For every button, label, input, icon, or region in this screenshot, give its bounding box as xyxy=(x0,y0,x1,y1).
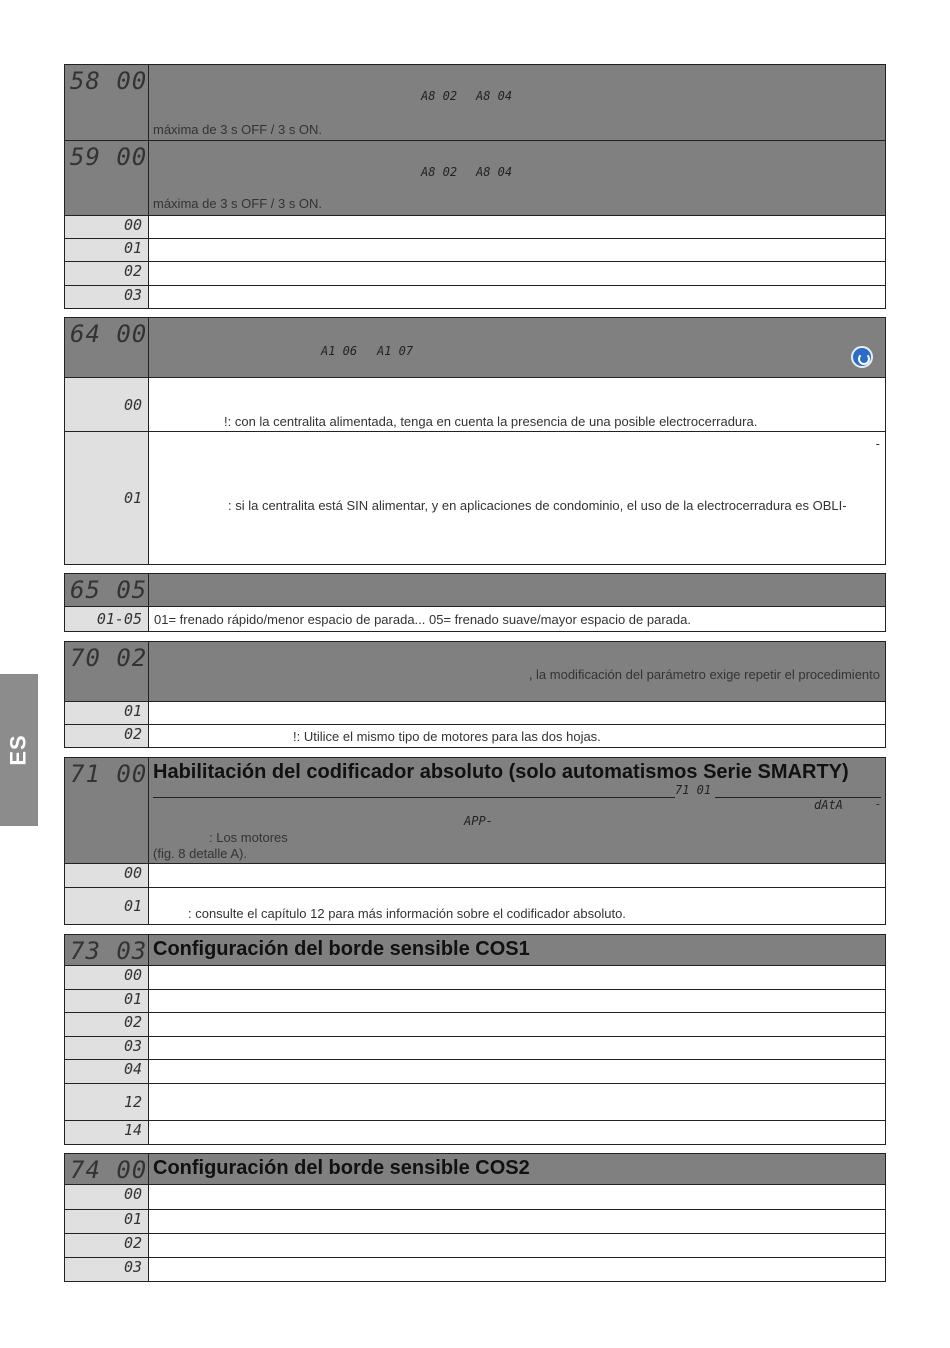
option-code: 01 xyxy=(65,432,149,564)
param-64-row xyxy=(65,318,885,377)
param-71-table xyxy=(64,757,886,925)
param-58-row xyxy=(65,65,885,140)
option-row xyxy=(65,431,885,564)
option-code: 14 xyxy=(65,1121,149,1144)
option-description: : consulte el capítulo 12 para más información sobre el codificador absoluto. xyxy=(188,906,626,921)
display-code: A1 07 xyxy=(377,344,414,358)
param-64-table xyxy=(64,317,886,565)
option-row xyxy=(65,887,885,924)
option-description: 01= frenado rápido/menor espacio de parada... 05= frenado suave/mayor espacio de parada. xyxy=(154,612,691,627)
param-description: : Los motores xyxy=(209,830,288,845)
option-code: 03 xyxy=(65,1258,149,1281)
option-code: 00 xyxy=(65,1185,149,1209)
option-code: 00 xyxy=(65,864,149,887)
option-code: 01-05 xyxy=(65,607,149,631)
option-description: : si la centralita está SIN alimentar, y en aplicaciones de condominio, el uso de la electrocerradura es OBLI- xyxy=(228,498,847,513)
display-code: A8 04 xyxy=(476,89,513,103)
display-code: A1 06 xyxy=(321,344,358,358)
divider xyxy=(715,797,881,798)
option-row xyxy=(65,1233,885,1257)
option-row xyxy=(65,1036,885,1059)
option-code: 01 xyxy=(65,239,149,261)
param-code: 64 00 xyxy=(65,318,149,377)
hyphen-mark: - xyxy=(875,436,880,451)
option-code: 02 xyxy=(65,1234,149,1257)
param-title: Configuración del borde sensible COS1 xyxy=(153,938,530,960)
param-71-row xyxy=(65,758,885,863)
display-code: 71 01 xyxy=(675,783,712,797)
option-row xyxy=(65,1012,885,1036)
option-row xyxy=(65,1059,885,1083)
param-description: máxima de 3 s OFF / 3 s ON. xyxy=(153,196,323,211)
option-row xyxy=(65,1120,885,1144)
language-tab: ES xyxy=(0,674,38,826)
option-row xyxy=(65,1184,885,1209)
param-title: Habilitación del codificador absoluto (solo automatismos Serie SMARTY) xyxy=(153,761,849,783)
option-row xyxy=(65,377,885,431)
param-title: Configuración del borde sensible COS2 xyxy=(153,1157,530,1179)
option-code: 01 xyxy=(65,990,149,1012)
param-code: 74 00 xyxy=(65,1154,149,1184)
display-code: A8 04 xyxy=(476,165,513,179)
option-code: 01 xyxy=(65,1210,149,1233)
option-row xyxy=(65,1083,885,1120)
option-code: 03 xyxy=(65,286,149,308)
option-row xyxy=(65,1257,885,1281)
param-74-row xyxy=(65,1154,885,1184)
param-code: 65 05 xyxy=(65,574,149,606)
param-code: 70 02 xyxy=(65,642,149,701)
param-code: 71 00 xyxy=(65,758,149,863)
param-70-row xyxy=(65,642,885,701)
param-code: 58 00 xyxy=(65,65,149,140)
option-code: 12 xyxy=(65,1084,149,1120)
display-code: A8 02 xyxy=(421,165,458,179)
option-code: 00 xyxy=(65,216,149,238)
option-row xyxy=(65,238,885,261)
option-code: 04 xyxy=(65,1060,149,1083)
option-row xyxy=(65,989,885,1012)
param-65-row xyxy=(65,574,885,606)
param-description: , la modificación del parámetro exige repetir el procedimiento xyxy=(528,667,880,682)
option-description: !: con la centralita alimentada, tenga en cuenta la presencia de una posible electrocerradura. xyxy=(224,414,758,429)
option-code: 00 xyxy=(65,378,149,431)
param-description: máxima de 3 s OFF / 3 s ON. xyxy=(153,122,323,137)
option-row xyxy=(65,285,885,308)
param-74-table xyxy=(64,1153,886,1282)
param-code: 73 03 xyxy=(65,935,149,965)
option-code: 02 xyxy=(65,1013,149,1036)
option-code: 00 xyxy=(65,966,149,989)
refresh-circle-icon xyxy=(851,346,873,368)
option-code: 02 xyxy=(65,262,149,285)
option-row xyxy=(65,701,885,724)
option-row xyxy=(65,965,885,989)
option-code: 01 xyxy=(65,702,149,724)
option-row xyxy=(65,215,885,238)
display-code: APP- xyxy=(464,814,493,828)
param-73-row xyxy=(65,935,885,965)
param-59-row xyxy=(65,140,885,215)
param-code: 59 00 xyxy=(65,141,149,215)
option-row xyxy=(65,261,885,285)
display-code: dAtA xyxy=(814,798,843,812)
param-70-table xyxy=(64,641,886,748)
option-row xyxy=(65,863,885,887)
display-code: A8 02 xyxy=(421,89,458,103)
hyphen-mark: - xyxy=(875,796,880,811)
option-code: 03 xyxy=(65,1037,149,1059)
param-description: (fig. 8 detalle A). xyxy=(153,846,247,861)
option-description: !: Utilice el mismo tipo de motores para las dos hojas. xyxy=(293,729,601,744)
params-58-59-table xyxy=(64,64,886,309)
option-row xyxy=(65,1209,885,1233)
option-row xyxy=(65,606,885,631)
option-code: 02 xyxy=(65,725,149,747)
param-65-table xyxy=(64,573,886,632)
param-73-table xyxy=(64,934,886,1145)
divider xyxy=(153,797,675,798)
option-row xyxy=(65,724,885,747)
option-code: 01 xyxy=(65,888,149,924)
